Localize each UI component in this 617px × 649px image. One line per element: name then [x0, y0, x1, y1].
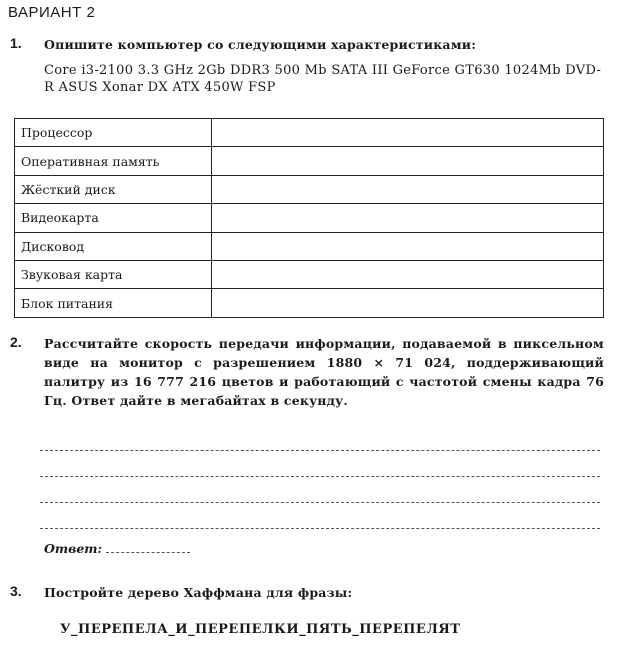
- component-table: [14, 118, 604, 318]
- row-label: Процессор: [15, 119, 212, 147]
- table-row: [15, 260, 604, 288]
- answer-line[interactable]: [40, 528, 600, 529]
- answer-cell[interactable]: [212, 175, 604, 203]
- answer-line[interactable]: [40, 450, 600, 451]
- question-3-number: 3.: [10, 583, 22, 599]
- table-row: [15, 147, 604, 175]
- question-1-number: 1.: [10, 35, 22, 51]
- answer-label: Ответ:: [44, 541, 103, 556]
- row-label: Видеокарта: [15, 204, 212, 232]
- table-row: [15, 175, 604, 203]
- table-row: [15, 289, 604, 317]
- table-row: [15, 119, 604, 147]
- huffman-phrase: У_ПЕРЕПЕЛА_И_ПЕРЕПЕЛКИ_ПЯТЬ_ПЕРЕПЕЛЯТ: [60, 622, 461, 637]
- question-2-number: 2.: [10, 334, 22, 350]
- row-label: Звуковая карта: [15, 260, 212, 288]
- table-row: [15, 204, 604, 232]
- variant-title: ВАРИАНТ 2: [8, 4, 96, 21]
- row-label: Жёсткий диск: [15, 175, 212, 203]
- answer-line[interactable]: [40, 476, 600, 477]
- answer-cell[interactable]: [212, 119, 604, 147]
- answer-field[interactable]: [106, 552, 190, 553]
- answer-row: [44, 541, 190, 556]
- answer-line[interactable]: [40, 502, 600, 503]
- answer-cell[interactable]: [212, 260, 604, 288]
- row-label: Блок питания: [15, 289, 212, 317]
- question-2-text: Рассчитайте скорость передачи информации, подаваемой в пиксельном виде на монитор с разрешением 1880 × 71 024, поддерживающий палитру из 16 777 216 цветов и работающий с частотой смены кадра 76 Гц. Ответ дайте в мегабайтах в секунду.: [44, 336, 604, 408]
- question-1-text: Опишите компьютер со следующими характеристиками:: [44, 37, 477, 52]
- answer-cell[interactable]: [212, 289, 604, 317]
- row-label: Оперативная память: [15, 147, 212, 175]
- answer-cell[interactable]: [212, 232, 604, 260]
- question-1-specs: Core i3-2100 3.3 GHz 2Gb DDR3 500 Mb SATA III GeForce GT630 1024Mb DVD-R ASUS Xonar DX ATX 450W FSP: [44, 63, 602, 95]
- answer-cell[interactable]: [212, 204, 604, 232]
- row-label: Дисковод: [15, 232, 212, 260]
- answer-cell[interactable]: [212, 147, 604, 175]
- table-row: [15, 232, 604, 260]
- question-3-text: Постройте дерево Хаффмана для фразы:: [44, 585, 353, 600]
